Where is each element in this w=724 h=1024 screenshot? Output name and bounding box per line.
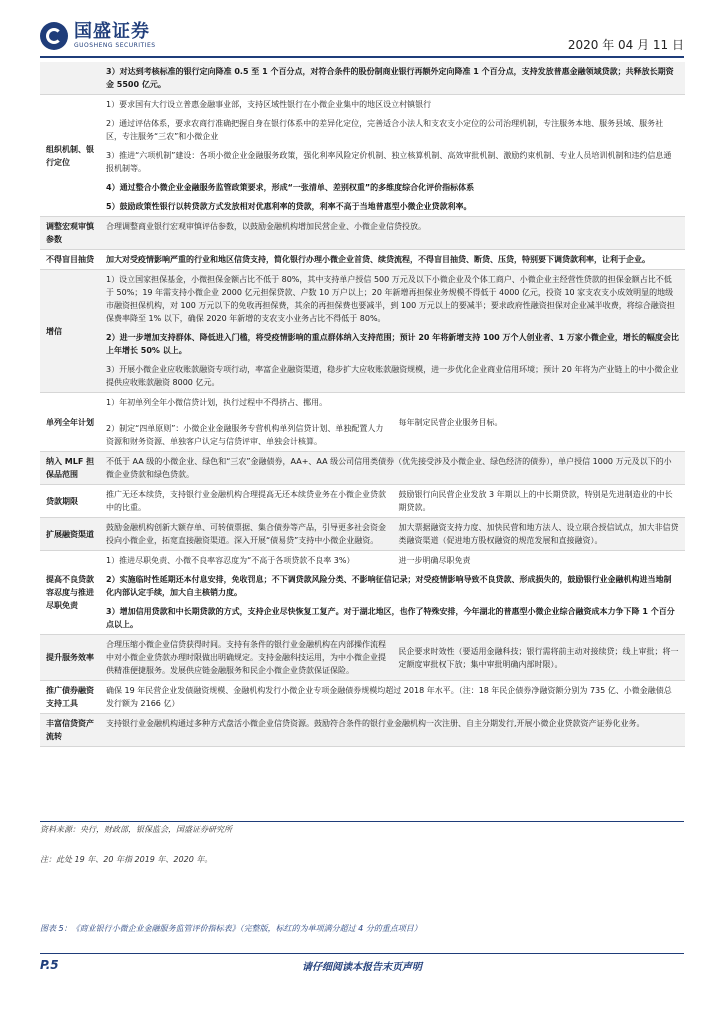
table-row	[40, 393, 685, 452]
row-text: 加大对受疫情影响严重的行业和地区信贷支持，简化银行办理小微企业首贷、续贷流程，不得盲目抽贷、断贷、压贷，特别要下调贷款利率，让利于企业。	[106, 255, 650, 264]
row-content	[100, 250, 685, 269]
table-row	[40, 452, 685, 485]
left-text: 推广无还本续贷，支持银行业金融机构合理提高无还本续贷业务在小微企业贷款中的比重。	[106, 490, 386, 512]
table-row	[40, 551, 685, 635]
row-split	[100, 518, 685, 550]
row-label: 不得盲目抽贷	[46, 255, 94, 264]
row-content	[100, 452, 685, 484]
left-text: 鼓励金融机构创新大额存单、可转债票据、集合债券等产品，引导更多社会资金投向小微企业，拓宽直接融资渠道。深入开展“债易贷”支持中小微企业融资。	[106, 523, 386, 545]
row-content	[100, 518, 685, 550]
table-row	[40, 635, 685, 681]
header-divider	[40, 56, 684, 58]
table-row	[40, 681, 685, 714]
row-text: 5）鼓励政策性银行以转贷款方式发放相对优惠利率的贷款，利率不高于当地普惠型小微企业贷款利率。	[106, 202, 472, 211]
left-text: 1）推进尽职免责、小微不良率容忍度为“不高于各项贷款不良率 3%）	[106, 556, 355, 565]
policy-table	[40, 62, 685, 747]
left-text: 1）年初单列全年小微信贷计划，执行过程中不得挤占、挪用。 2）制定“四单原则”：小微企业金融服务专营机构单列信贷计划、单独配置人力资源和财务资源、单独客户认定与信贷评审、单独会计核算。	[106, 398, 384, 446]
row-label: 丰富信贷资产流转	[46, 719, 94, 741]
row-content	[100, 217, 685, 249]
table-row	[40, 714, 685, 747]
row-label: 增信	[46, 326, 62, 336]
company-logo	[40, 22, 156, 50]
row-text: 3）推进“六项机制”建设：各项小微企业金融服务政策，强化利率风险定价机制、独立核算机制、高效审批机制、激励约束机制、专业人员培训机制和违约信息通报机制等。	[106, 151, 672, 173]
row-split	[100, 551, 685, 570]
row-split	[100, 635, 685, 680]
row-content	[100, 62, 685, 94]
logo-icon	[40, 22, 68, 50]
row-text: 合理调整商业银行宏观审慎评估参数，以鼓励金融机构增加民营企业、小微企业信贷投放。	[106, 222, 426, 231]
row-text: 1）要求国有大行设立普惠金融事业部，支持区域性银行在小微企业集中的地区设立村镇银行	[106, 100, 432, 109]
page-number: P.5	[40, 958, 59, 972]
row-label: 调整宏观审慎参数	[46, 222, 94, 244]
row-text: 3）开展小微企业应收账款融资专项行动，率富企业融资渠道，稳步扩大应收账款融资规模，进一步优化企业商业信用环境；预计 20 年将为产业链上的中小微企业提供应收账款融资 8000 亿元。	[106, 365, 679, 387]
right-text: 进一步明确尽职免责	[398, 556, 471, 565]
table-row	[40, 62, 685, 95]
row-content	[100, 714, 685, 746]
row-label: 贷款期限	[46, 496, 78, 506]
row-stack	[100, 551, 685, 634]
row-text: 支持银行业金融机构通过多种方式盘活小微企业信贷资源。鼓励符合条件的银行业金融机构一次注册、自主分期发行,开展小微企业贷款资产证券化业务。	[106, 719, 645, 728]
row-text: 3）增加信用贷款和中长期贷款的方式，支持企业尽快恢复工复产。对于湖北地区，也作了特殊安排，今年湖北的普惠型小微企业综合融资成本力争下降 1 个百分点以上。	[106, 607, 675, 629]
table-bottom-divider	[40, 821, 684, 822]
row-text: 2）进一步增加支持群体、降低进入门槛，将受疫情影响的重点群体纳入支持范围；预计 20 年将新增支持 100 万个人创业者、1 万家小微企业，增长的幅度会比上年增长 50% 以上。	[106, 333, 679, 355]
logo-name: 国盛证券	[74, 21, 150, 42]
right-text: 鼓励银行向民营企业发放 3 年期以上的中长期贷款，特别是先进制造业的中长期贷款。	[398, 490, 673, 512]
row-content	[100, 485, 685, 517]
row-text: 不低于 AA 级的小微企业、绿色和“三农”金融债券，AA+、AA 级公司信用类债券（优先接受涉及小微企业、绿色经济的债券），单户授信 1000 万元及以下的小微企业贷款和绿色贷款。	[106, 457, 672, 479]
row-text: 1）设立国家担保基金，小微担保金额占比不低于 80%，其中支持单户授信 500 万元及以下小微企业及个体工商户、小微企业主经营性贷款的担保金额占比不低于 50%；19 年需支持小微企业 2000 亿元担保贷款、户数 10 万户以上；20 年新增再担保业务规模不得低于 4000 亿元，投资 10 家支农支小成效明显的地级市融资担保机构，对 100 万元以下的免收再担保费，其余的再担保费也要减半，到 100 万元以上的要减半；要求政府性融资担保对企业减半收费，将综合融资担保费率降至 1% 以下，确保 2020 年新增的支农支小业务占比不得低于 80%。	[106, 275, 675, 323]
right-text: 民企要求时效性（要适用金融科技；银行需将前主动对接续贷；线上审批；将一定额度审批权下放；集中审批明确内部时限）。	[398, 646, 679, 669]
figure-caption: 图表 5：《商业银行小微企业金融服务监管评价指标表》（完整版，标红的为单项满分超过 4 分的重点项目）	[40, 924, 422, 933]
row-label: 推广债券融资支持工具	[46, 686, 94, 708]
row-content	[100, 270, 685, 392]
row-label: 提高不良贷款容忍度与推进尽职免责	[46, 575, 94, 610]
table-row	[40, 518, 685, 551]
row-label: 组织机制、银行定位	[46, 144, 94, 167]
table-row	[40, 217, 685, 250]
row-text: 2）通过评估体系，要求农商行准确把握自身在银行体系中的差异化定位，完善适合小法人和支农支小定位的公司治理机制，专注服务本地、服务县域、服务社区，专注服务“三农”和小微企业	[106, 119, 664, 141]
row-label: 纳入 MLF 担保品范围	[46, 457, 95, 479]
right-text: 加大票据融资支持力度、加快民营和地方法人、设立联合授信试点，加大非信贷类融资渠道（促进地方股权融资的规范发展和直接融资）。	[398, 523, 679, 545]
disclaimer: 请仔细阅读本报告末页声明	[302, 962, 422, 973]
row-text: 确保 19 年民营企业发债融资规模、金融机构发行小微企业专项金融债券规模均超过 2018 年水平。（注：18 年民企债券净融资额分别为 735 亿、小微金融债总发行额为 2166 亿）	[106, 686, 672, 708]
row-content	[100, 635, 685, 680]
right-text: 每年制定民营企业服务目标。	[398, 417, 503, 427]
row-content	[100, 393, 685, 451]
report-date: 2020 年 04 月 11 日	[567, 38, 684, 52]
source-note: 资料来源：央行，财政部，银保监会，国盛证券研究所	[40, 825, 232, 834]
logo-english-name: GUOSHENG SECURITIES	[74, 42, 156, 49]
row-label	[40, 62, 100, 94]
row-text: 2）实施临时性延期还本付息安排，免收罚息；不下调贷款风险分类、不影响征信记录；对受疫情影响导致不良贷款、形成损失的，鼓励银行业金融机构进当地制化内部认定手续，加大自主核销力度。	[106, 575, 672, 597]
row-content	[100, 681, 685, 713]
page-header	[0, 0, 724, 60]
table-row	[40, 95, 685, 217]
table-row	[40, 250, 685, 270]
footnote: 注：此处 19 年、20 年指 2019 年、2020 年。	[40, 855, 213, 864]
left-text: 合理压缩小微企业信贷获得时间。支持有条件的银行业金融机构在内部操作流程中对小微企业贷款办理时限做出明确规定。支持金融科技运用，为中小微企业提供精准便捷服务。发展供应链金融服务和民企小微企业贷款保证保险。	[106, 640, 386, 675]
table-row	[40, 270, 685, 393]
row-label: 单列全年计划	[46, 417, 94, 427]
row-split	[100, 485, 685, 517]
row-text: 4）通过整合小微企业金融服务监管政策要求，形成“一张清单、差别权重”的多维度综合化评价指标体系	[106, 183, 475, 192]
table-row	[40, 485, 685, 518]
footer-divider	[40, 953, 684, 954]
row-split	[100, 393, 685, 451]
row-text: 3）对达到考核标准的银行定向降准 0.5 至 1 个百分点，对符合条件的股份制商业银行再额外定向降准 1 个百分点，支持发放普惠金融领域贷款；共释放长期资金 5500 亿元。	[106, 67, 674, 89]
row-content	[100, 551, 685, 634]
row-label: 扩展融资渠道	[46, 529, 94, 539]
row-label: 提升服务效率	[46, 653, 94, 662]
row-content	[100, 95, 685, 216]
